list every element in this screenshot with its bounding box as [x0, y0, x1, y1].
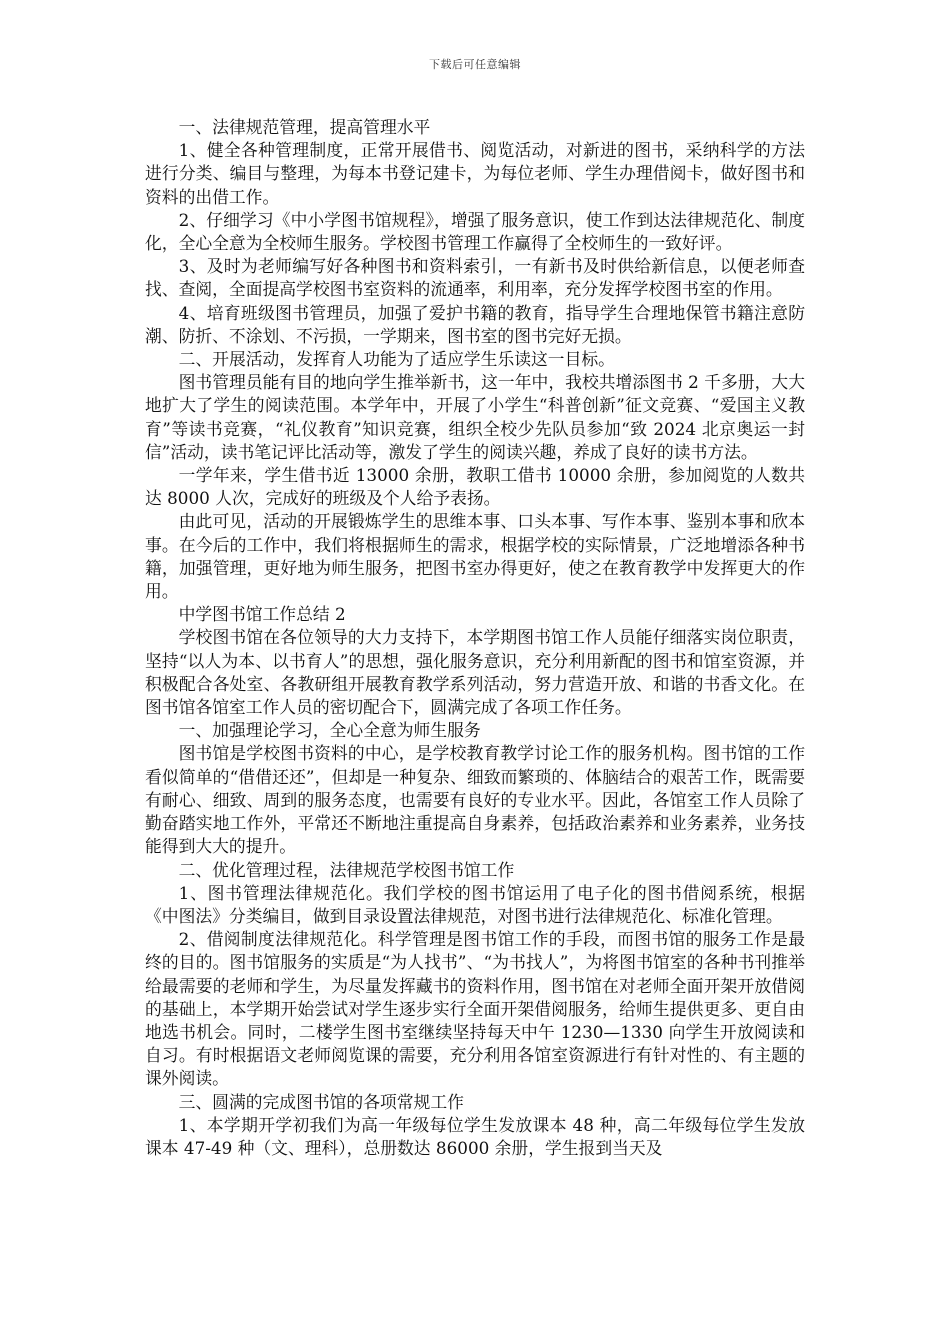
paragraph: 图书管理员能有目的地向学生推举新书，这一年中，我校共增添图书 2 千多册，大大地扩大了学生的阅读范围。本学年中，开展了小学生“科普创新”征文竞赛、“爱国主义教育”等读书竞赛，“礼仪教育”知识竞赛，组织全校少先队员参加“致 2024 北京奥运一封信”活动，读书笔记评比活动等，激发了学生的阅读兴趣，养成了良好的读书方法。	[145, 372, 805, 462]
paragraph: 2、借阅制度法律规范化。科学管理是图书馆工作的手段，而图书馆的服务工作是最终的目的。图书馆服务的实质是“为人找书”、“为书找人”，为将图书馆室的各种书刊推举给最需要的老师和学生，为尽量发挥藏书的资料作用，图书馆在对老师全面开架开放借阅的基础上，本学期开始尝试对学生逐步实行全面开架借阅服务，给师生提供更多、更自由地选书机会。同时，二楼学生图书室继续坚持每天中午 1230—1330 向学生开放阅读和自习。有时根据语文老师阅览课的需要，充分利用各馆室资源进行有针对性的、有主题的课外阅读。	[145, 929, 805, 1089]
section-heading: 一、加强理论学习，全心全意为师生服务	[178, 720, 481, 741]
section-heading: 二、开展活动，发挥育人功能为了适应学生乐读这一目标。	[178, 349, 615, 370]
paragraph: 2、仔细学习《中小学图书馆规程》，增强了服务意识，使工作到达法律规范化、制度化，全心全意为全校师生服务。学校图书管理工作赢得了全校师生的一致好评。	[145, 209, 805, 254]
paragraph: 一学年来，学生借书近 13000 余册，教职工借书 10000 余册，参加阅览的人数共达 8000 人次，完成好的班级及个人给予表扬。	[145, 465, 805, 509]
paragraph: 由此可见，活动的开展锻炼学生的思维本事、口头本事、写作本事、鉴别本事和欣本事。在今后的工作中，我们将根据师生的需求，根据学校的实际情景，广泛地增添各种书籍，加强管理，更好地为师生服务，把图书室办得更好，使之在教育教学中发挥更大的作用。	[145, 511, 805, 602]
paragraph: 学校图书馆在各位领导的大力支持下，本学期图书馆工作人员能仔细落实岗位职责，坚持“以人为本、以书育人”的思想，强化服务意识，充分利用新配的图书和馆室资源，并积极配合各处室、各教研组开展教育教学系列活动，努力营造开放、和谐的书香文化。在图书馆各馆室工作人员的密切配合下，圆满完成了各项工作任务。	[145, 627, 805, 718]
paragraph: 3、及时为老师编写好各种图书和资料索引，一有新书及时供给新信息，以便老师查找、查阅，全面提高学校图书室资料的流通率，利用率，充分发挥学校图书室的作用。	[145, 256, 805, 300]
paragraph: 图书馆是学校图书资料的中心，是学校教育教学讨论工作的服务机构。图书馆的工作看似简单的“借借还还”，但却是一种复杂、细致而繁琐的、体脑结合的艰苦工作，既需要有耐心、细致、周到的服务态度，也需要有良好的专业水平。因此，各馆室工作人员除了勤奋踏实地工作外，平常还不断地注重提高自身素养，包括政治素养和业务素养，业务技能得到大大的提升。	[145, 743, 805, 857]
page-header: 下载后可任意编辑	[429, 58, 521, 71]
paragraph: 1、健全各种管理制度，正常开展借书、阅览活动，对新进的图书，采纳科学的方法进行分类、编目与整理，为每本书登记建卡，为每位老师、学生办理借阅卡，做好图书和资料的出借工作。	[145, 140, 805, 207]
section-heading: 一、法律规范管理，提高管理水平	[178, 117, 431, 137]
document-subtitle: 中学图书馆工作总结 2	[178, 604, 346, 625]
document-body	[145, 116, 805, 1160]
paragraph: 1、图书管理法律规范化。我们学校的图书馆运用了电子化的图书借阅系统，根据《中图法》分类编目，做到目录设置法律规范，对图书进行法律规范化、标准化管理。	[145, 882, 805, 926]
paragraph: 1、本学期开学初我们为高一年级每位学生发放课本 48 种，高二年级每位学生发放课本 47-49 种（文、理科），总册数达 86000 余册，学生报到当天及	[145, 1114, 805, 1158]
paragraph: 4、培育班级图书管理员，加强了爱护书籍的教育，指导学生合理地保管书籍注意防潮、防折、不涂划、不污损，一学期来，图书室的图书完好无损。	[145, 302, 805, 346]
section-heading: 二、优化管理过程，法律规范学校图书馆工作	[178, 859, 515, 880]
section-heading: 三、圆满的完成图书馆的各项常规工作	[178, 1091, 464, 1112]
